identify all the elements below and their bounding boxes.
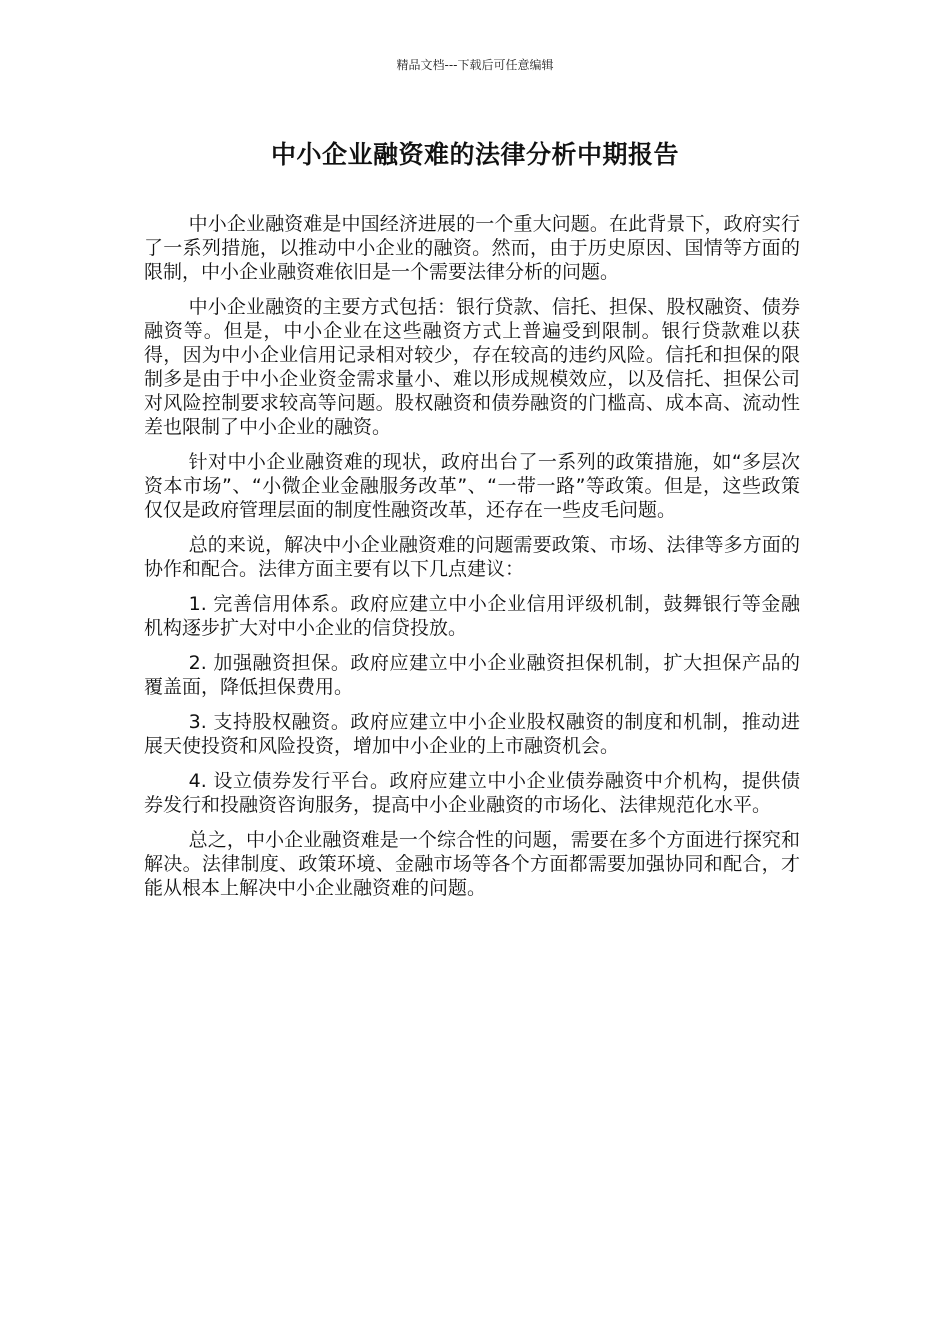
paragraph-suggestion-bond: 4. 设立债券发行平台。政府应建立中小企业债券融资中介机构，提供债券发行和投融资咨询服务，提高中小企业融资的市场化、法律规范化水平。 — [144, 770, 800, 816]
paragraph-conclusion: 总之，中小企业融资难是一个综合性的问题，需要在多个方面进行探究和解决。法律制度、政策环境、金融市场等各个方面都需要加强协同和配合，才能从根本上解决中小企业融资难的问题。 — [144, 829, 800, 899]
paragraph-suggestion-credit: 1. 完善信用体系。政府应建立中小企业信用评级机制，鼓舞银行等金融机构逐步扩大对中小企业的信贷投放。 — [144, 593, 800, 639]
paragraph-intro: 中小企业融资难是中国经济进展的一个重大问题。在此背景下，政府实行了一系列措施，以推动中小企业的融资。然而，由于历史原因、国情等方面的限制，中小企业融资难依旧是一个需要法律分析的问题。 — [144, 213, 800, 283]
paragraph-summary-suggestions: 总的来说，解决中小企业融资难的问题需要政策、市场、法律等多方面的协作和配合。法律方面主要有以下几点建议： — [144, 534, 800, 580]
page-header: 精品文档---下载后可任意编辑 — [396, 58, 554, 72]
paragraph-policy-measures: 针对中小企业融资难的现状，政府出台了一系列的政策措施，如“多层次资本市场”、“小微企业金融服务改革”、“一带一路”等政策。但是，这些政策仅仅是政府管理层面的制度性融资改革，还存在一些皮毛问题。 — [144, 451, 800, 521]
document-body — [144, 212, 800, 911]
paragraph-suggestion-guarantee: 2. 加强融资担保。政府应建立中小企业融资担保机制，扩大担保产品的覆盖面，降低担保费用。 — [144, 652, 800, 698]
document-title: 中小企业融资难的法律分析中期报告 — [270, 140, 679, 169]
paragraph-financing-methods: 中小企业融资的主要方式包括：银行贷款、信托、担保、股权融资、债券融资等。但是，中小企业在这些融资方式上普遍受到限制。银行贷款难以获得，因为中小企业信用记录相对较少，存在较高的违约风险。信托和担保的限制多是由于中小企业资金需求量小、难以形成规模效应，以及信托、担保公司对风险控制要求较高等问题。股权融资和债券融资的门槛高、成本高、流动性差也限制了中小企业的融资。 — [144, 296, 800, 438]
paragraph-suggestion-equity: 3. 支持股权融资。政府应建立中小企业股权融资的制度和机制，推动进展天使投资和风险投资，增加中小企业的上市融资机会。 — [144, 711, 800, 757]
